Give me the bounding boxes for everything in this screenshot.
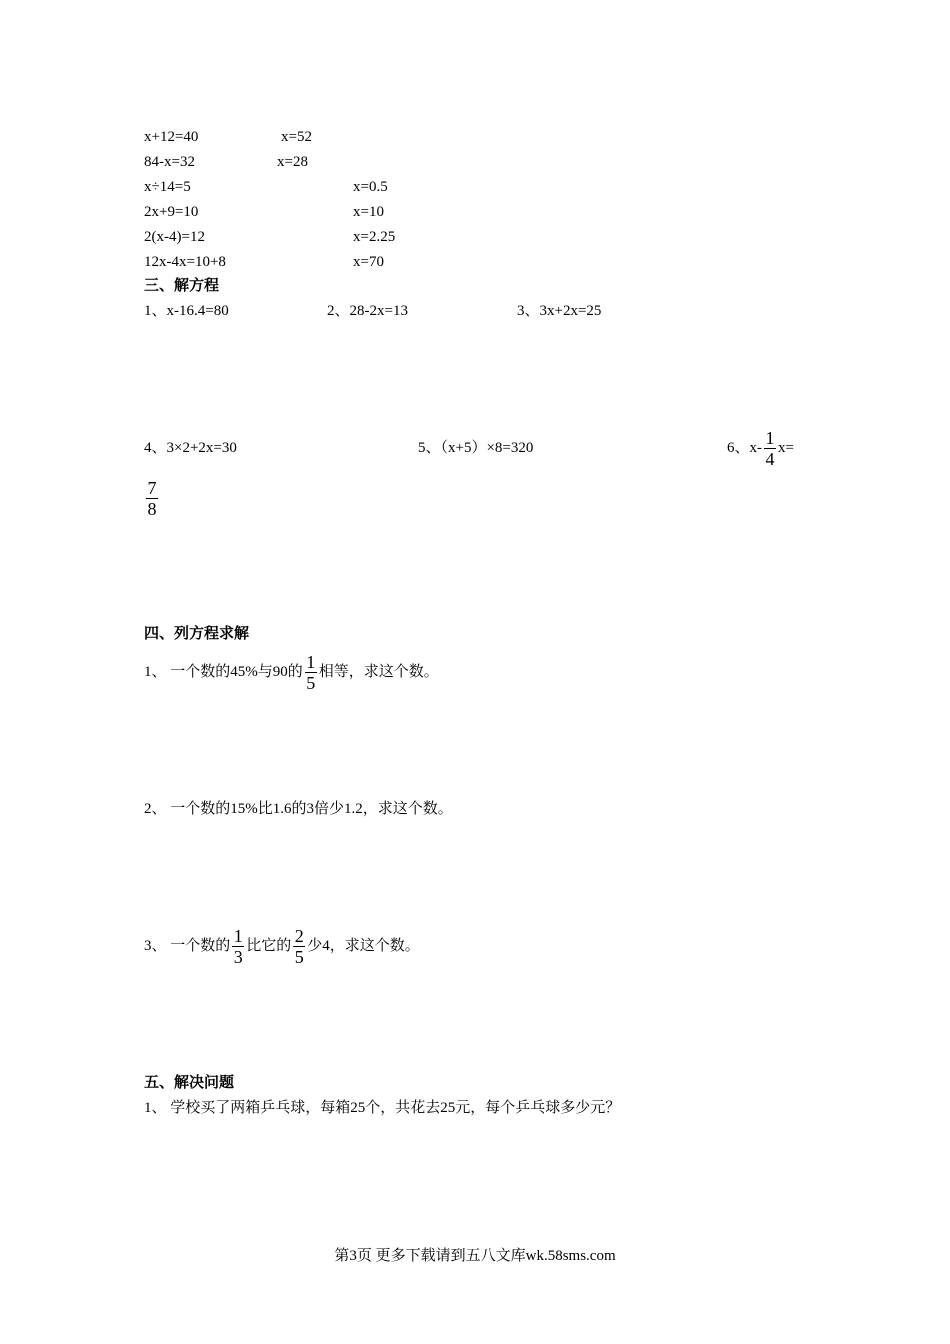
check-answer: x=28 bbox=[277, 154, 308, 170]
fraction-two-fifths bbox=[293, 926, 305, 967]
word-problem-1 bbox=[144, 648, 439, 696]
equation-6-prefix: 6、x- bbox=[727, 440, 762, 456]
fraction-denominator: 3 bbox=[233, 946, 243, 967]
check-equation: x÷14=5 bbox=[144, 179, 191, 195]
word-problem-3-prefix: 3、 一个数的 bbox=[144, 938, 231, 954]
fraction-seven-eighths bbox=[146, 478, 158, 519]
page-footer: 第3页 更多下载请到五八文库wk.58sms.com bbox=[334, 1248, 616, 1264]
equation-problem-3: 3、3x+2x=25 bbox=[517, 303, 602, 319]
fraction-one-quarter bbox=[764, 428, 776, 469]
fraction-denominator: 4 bbox=[765, 448, 775, 469]
section-title-word-equations: 四、列方程求解 bbox=[144, 626, 250, 642]
check-equation: 2x+9=10 bbox=[144, 204, 199, 220]
fraction-numerator: 1 bbox=[765, 427, 775, 448]
word-problem-3 bbox=[144, 922, 420, 970]
check-equation: 2(x-4)=12 bbox=[144, 229, 205, 245]
word-problem-3-middle: 比它的 bbox=[246, 938, 292, 954]
check-equation: x+12=40 bbox=[144, 129, 199, 145]
fraction-numerator: 1 bbox=[306, 651, 316, 672]
word-problem-3-suffix: 少4，求这个数。 bbox=[307, 938, 420, 954]
equation-problem-2: 2、28-2x=13 bbox=[327, 303, 408, 319]
word-problem-2: 2、 一个数的15%比1.6的3倍少1.2，求这个数。 bbox=[144, 801, 453, 817]
equation-problem-1: 1、x-16.4=80 bbox=[144, 303, 229, 319]
application-problem-1: 1、 学校买了两箱乒乓球，每箱25个，共花去25元，每个乒乓球多少元？ bbox=[144, 1100, 621, 1116]
fraction-numerator: 1 bbox=[233, 925, 243, 946]
check-equation: 12x-4x=10+8 bbox=[144, 254, 226, 270]
fraction-denominator: 8 bbox=[147, 498, 157, 519]
equation-6-suffix: x= bbox=[778, 440, 794, 456]
equation-problem-4: 4、3×2+2x=30 bbox=[144, 440, 237, 456]
word-problem-1-suffix: 相等，求这个数。 bbox=[318, 664, 439, 680]
fraction-numerator: 7 bbox=[147, 477, 157, 498]
equation-problem-6 bbox=[727, 424, 794, 472]
check-answer: x=52 bbox=[281, 129, 312, 145]
check-answer: x=70 bbox=[353, 254, 384, 270]
fraction-one-fifth bbox=[305, 652, 317, 693]
equation-problem-5: 5、（x+5）×8=320 bbox=[418, 440, 534, 456]
section-title-solve-problems: 五、解决问题 bbox=[144, 1075, 235, 1091]
fraction-one-third bbox=[232, 926, 244, 967]
check-answer: x=0.5 bbox=[353, 179, 388, 195]
section-title-solve-equations: 三、解方程 bbox=[144, 278, 220, 294]
check-answer: x=10 bbox=[353, 204, 384, 220]
fraction-denominator: 5 bbox=[294, 946, 304, 967]
fraction-denominator: 5 bbox=[306, 672, 316, 693]
word-problem-1-prefix: 1、 一个数的45%与90的 bbox=[144, 664, 303, 680]
fraction-numerator: 2 bbox=[294, 925, 304, 946]
check-answer: x=2.25 bbox=[353, 229, 396, 245]
check-equation: 84-x=32 bbox=[144, 154, 195, 170]
equation-6-rhs bbox=[144, 474, 160, 522]
